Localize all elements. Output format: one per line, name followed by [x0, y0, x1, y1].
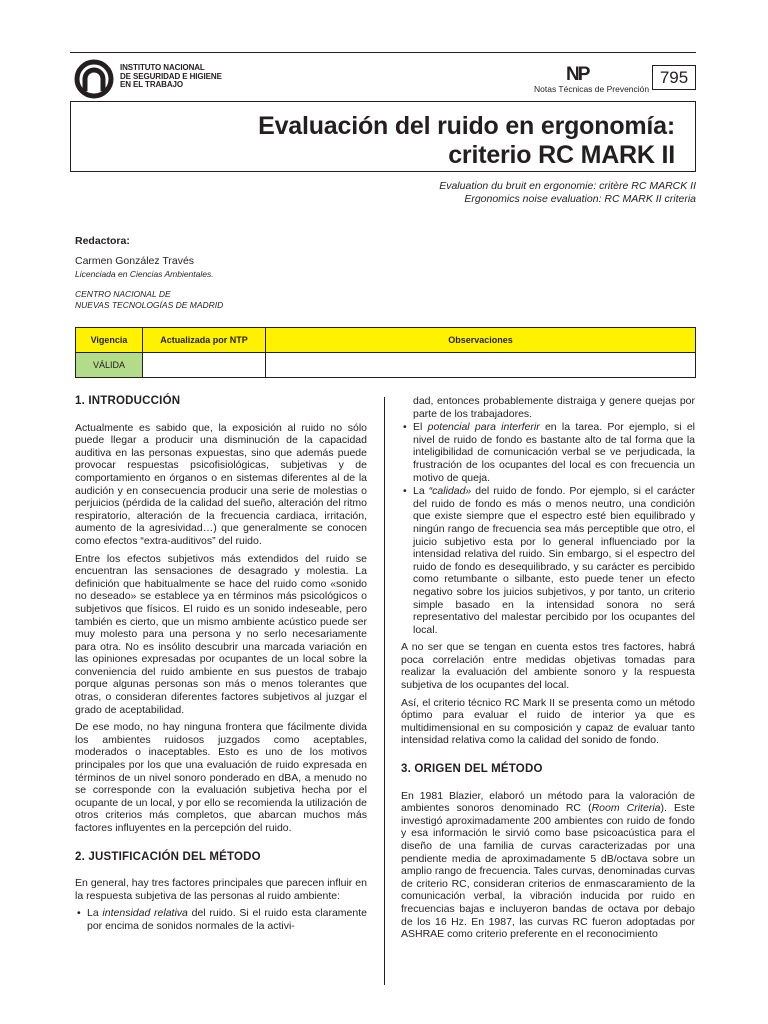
text-run: del ruido de fondo. Por ejemplo, si el carácter del ruido de fondo es más o menos neutro, una condición que existe siempre que el espectro esté bien equilibrado y ningún rango de frecuencia sea más perceptible que otro, el juicio subjetivo esta por lo general influenciado por la intensidad relativa del ruido. Sin embargo, si el espectro del ruido de fondo es desequilibrado, y su carácter es percibido como retumbante o silbante, esto puede tener un efecto negativo sobre los juicios subjetivos, y por tanto, un criterio simple basado en la intensidad sonora no será representativo del malestar percibido por los ocupantes del local. [413, 485, 695, 636]
bullet-icon: • [77, 907, 81, 920]
insht-logo-icon [74, 59, 114, 99]
subtitle-french: Evaluation du bruit en ergonomie: critère RC MARCK II [439, 180, 696, 192]
translated-titles [439, 180, 696, 206]
column-divider [384, 397, 385, 985]
author-degree: Licenciada en Ciencias Ambientales. [75, 269, 214, 279]
factor-list [75, 907, 367, 932]
ntp-number: 795 [652, 65, 696, 90]
status-table [75, 327, 696, 378]
paragraph: De ese modo, no hay ninguna frontera que fácilmente divida los ambientes ruidosos juzgados como aceptables, moderados o inaceptables. Esto es uno de los motivos principales por los que una evaluación de ruido expresada en términos de un nivel sonoro ponderado en dBA, a menudo no se corresponde con la evaluación subjetiva hecha por el ocupante de un local, y por ello se recomienda la utilización de otros criterios más completos, que abarcan muchos más factores influyentes en la percepción del ruido. [75, 721, 367, 834]
title-line: criterio RC MARK II [448, 141, 675, 169]
text-run: En 1981 Blazier, elaboró un método para la valoración de ambientes sonoros denominado RC ( [401, 789, 695, 815]
np-logo-icon [566, 64, 606, 82]
title-line: Evaluación del ruido en ergonomía: [258, 112, 675, 140]
paragraph: Así, el criterio técnico RC Mark II se presenta como un método óptimo para evaluar el ruido de interior ya que es multidimensional en su composición y capaz de evaluar tanto intensidad relativa como la calidad del sonido de fondo. [401, 696, 695, 747]
institute-name [120, 64, 222, 90]
text-run: en la tarea. Por ejemplo, si el nivel de ruido de fondo es bastante alto de tal forma que la inteligibilidad de comunicación verbal se ve perjudicada, la frustración de los ocupantes del local es con frecuencia un motivo de queja. [413, 421, 695, 484]
paragraph: A no ser que se tengan en cuenta estos tres factores, habrá poca correlación entre medidas objetivas tomadas para realizar la evaluación del ambiente sonoro y la respuesta subjetiva de los ocupantes del local. [401, 641, 695, 692]
section-heading-introduccion: 1. INTRODUCCIÓN [75, 395, 181, 407]
institute-line: EN EL TRABAJO [120, 80, 184, 90]
emphasis: “calidad» [428, 485, 472, 498]
section-heading-origen: 3. ORIGEN DEL MÉTODO [401, 763, 543, 776]
institute-line: DE SEGURIDAD E HIGIENE [120, 71, 222, 81]
left-column [75, 395, 367, 938]
paragraph: En general, hay tres factores principales que parecen influir en la respuesta subjetiva de las personas al ruido ambiente: [75, 877, 367, 902]
text-run: La [87, 907, 103, 920]
cell-vigencia: VÁLIDA [76, 353, 143, 378]
cell-observaciones [266, 353, 696, 378]
text-run: ). Este investigó aproximadamente 200 ambientes con ruido de fondo y esa información le sirvió como base psicoacústica para el diseño de una familia de curvas caracterizadas por una pendiente media de aproximadamente 5 dB/octava sobre un amplio rango de frecuencia. Tales curvas, denominadas curvas de criterio RC, consideran criterios de enmascaramiento de la comunicación verbal, la vibración inducida por ruido en frecuencias bajas e incluyeron bandas de octava por debajo de los 16 Hz. En 1987, las curvas RC fueron adoptadas por ASHRAE como criterio preferente en el reconocimiento [401, 802, 696, 941]
center-line: NUEVAS TECNOLOGÍAS DE MADRID [75, 300, 224, 310]
emphasis: potencial para interferir [427, 421, 540, 434]
header-vigencia: Vigencia [76, 328, 143, 353]
text-run: El [413, 421, 428, 434]
bullet-icon: • [403, 485, 407, 498]
text-run: La [413, 485, 429, 498]
list-item [401, 485, 695, 636]
title-box [70, 101, 696, 172]
series-name: Notas Técnicas de Prevención [534, 84, 650, 94]
right-column [401, 395, 695, 946]
list-item [401, 421, 695, 484]
header-actualizada: Actualizada por NTP [143, 328, 266, 353]
paragraph: Actualmente es sabido que, la exposición al ruido no sólo puede llegar a producir una disminución de la capacidad auditiva en las personas expuestas, sino que además puede provocar respuestas psicofisiológicas, subjetivas y de comportamiento en órganos o en sistemas diferentes al de la audición y en consecuencia producir una serie de molestias o perjuicios (pérdida de la calidad del sueño, alteración del ritmo respiratorio, alteración de la frecuencia cardiaca, irritación, aumento de la agresividad…) que generalmente se conocen como efectos “extra-auditivos” del ruido. [75, 421, 367, 547]
status-table-header [76, 328, 696, 353]
author-label: Redactora: [75, 235, 130, 247]
bullet-icon: • [403, 421, 407, 434]
header-observaciones: Observaciones [266, 328, 696, 353]
cell-actualizada [143, 353, 266, 378]
author-name: Carmen González Través [75, 255, 195, 267]
top-rule [70, 52, 696, 53]
np-logo-text: NP [566, 64, 589, 82]
document-title [258, 112, 675, 170]
factor-list-continued [401, 395, 695, 636]
text-run: del ruido. Si el ruido esta claramente por encima de sonidos normales de la activi- [87, 907, 367, 932]
paragraph [401, 790, 695, 941]
author-center [75, 289, 223, 311]
center-line: CENTRO NACIONAL DE [75, 289, 171, 299]
emphasis: Room Criteria [591, 802, 661, 815]
emphasis: intensidad relativa [102, 907, 188, 920]
subtitle-english: Ergonomics noise evaluation: RC MARK II criteria [464, 193, 696, 205]
status-table-row [76, 353, 696, 378]
paragraph: Entre los efectos subjetivos más extendidos del ruido se encuentran las sensaciones de desagrado y molestia. La definición que habitualmente se hace del ruido como «sonido no deseado» se establece ya en términos más psicológicos o subjetivos que físicos. El ruido es un sonido indeseable, pero también es cierto, que un mismo ambiente acústico puede ser muy molesto para una persona y no serlo necesariamente para otra. No es insólito descubrir una marcada variación en las opiniones expresadas por ocupantes de un local sobre la conveniencia del ruido ambiente en sus puestos de trabajo porque algunas personas son más o menos tolerantes que otras, o consideran diferentes factores subjetivos al juzgar el grado de aceptabilidad. [75, 552, 367, 716]
section-heading-justificacion: 2. JUSTIFICACIÓN DEL MÉTODO [75, 850, 261, 863]
list-item [75, 907, 367, 932]
list-item-continuation: dad, entonces probablemente distraiga y genere quejas por parte de los trabajadores. [413, 395, 695, 420]
institute-line: INSTITUTO NACIONAL [120, 63, 205, 72]
